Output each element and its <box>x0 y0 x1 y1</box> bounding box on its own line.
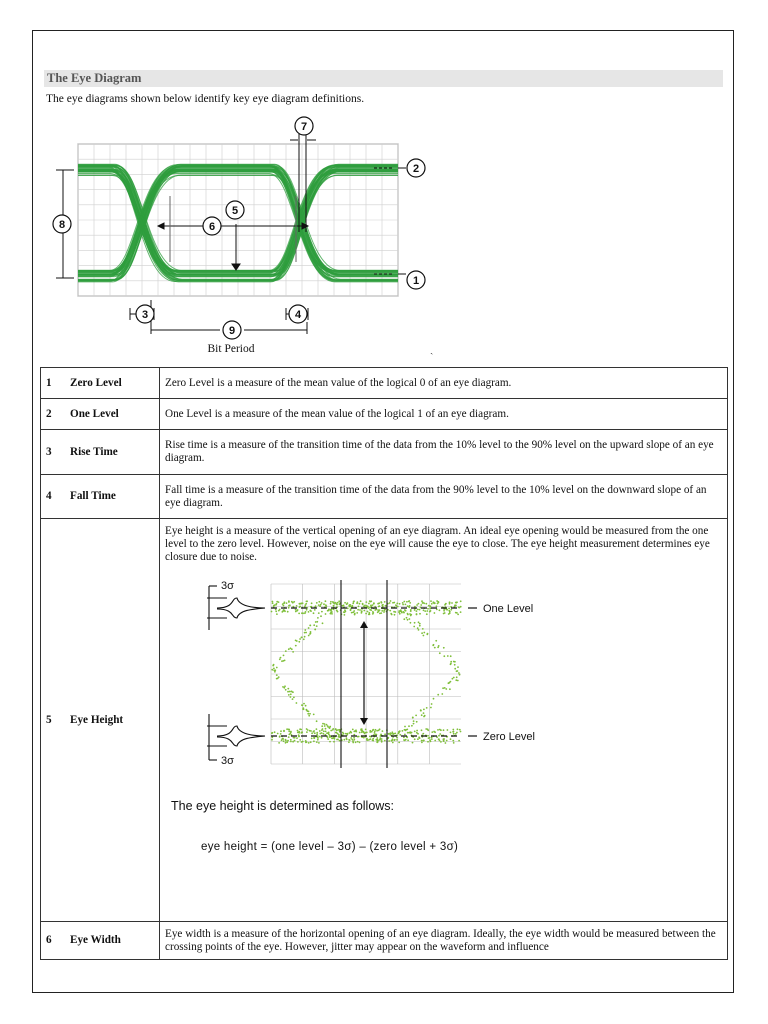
zero-level-label: Zero Level <box>483 731 535 743</box>
marker-5-label: 5 <box>231 205 239 217</box>
bit-period-label: Bit Period <box>207 343 255 355</box>
definitions-table <box>40 367 728 960</box>
sigma-top-label: 3σ <box>221 580 234 592</box>
row-number: 5 <box>41 519 66 922</box>
formula-title: The eye height is determined as follows: <box>171 799 395 813</box>
marker-1-label: 1 <box>412 275 420 287</box>
row-description: One Level is a measure of the mean value of the logical 1 of an eye diagram. <box>160 399 728 430</box>
row-term: Zero Level <box>65 368 160 399</box>
eye-height-formula: eye height = (one level – 3σ) – (zero level + 3σ) <box>201 841 459 853</box>
row-term: Eye Height <box>65 519 160 922</box>
table-row <box>41 475 728 519</box>
row-number: 3 <box>41 430 66 475</box>
row-term: Rise Time <box>65 430 160 475</box>
section-heading: The Eye Diagram <box>44 70 723 87</box>
row-number: 4 <box>41 475 66 519</box>
sigma-bottom-label: 3σ <box>221 755 234 767</box>
eye-height-figure <box>165 574 565 784</box>
row-term: Fall Time <box>65 475 160 519</box>
row-term: Eye Width <box>65 922 160 960</box>
table-row <box>41 922 728 960</box>
row-description: Fall time is a measure of the transition time of the data from the 90% level to the 10% level on the downward slope of an eye diagram. <box>160 475 728 519</box>
intro-text: The eye diagrams shown below identify key eye diagram definitions. <box>46 93 365 105</box>
row-description: Rise time is a measure of the transition time of the data from the 10% level to the 90% level on the upward slope of an eye diagram. <box>160 430 728 475</box>
marker-3-label: 3 <box>141 309 149 321</box>
marker-4-label: 4 <box>294 309 302 321</box>
table-row <box>41 430 728 475</box>
row-number: 6 <box>41 922 66 960</box>
table-row <box>41 368 728 399</box>
row-number: 2 <box>41 399 66 430</box>
eye-diagram-definitions-figure <box>44 112 444 357</box>
row-description-cell <box>160 519 728 922</box>
row-description: Zero Level is a measure of the mean value of the logical 0 of an eye diagram. <box>160 368 728 399</box>
marker-7-label: 7 <box>300 121 308 133</box>
marker-8-label: 8 <box>58 219 66 231</box>
stray-mark: ˎ <box>430 344 434 355</box>
one-level-label: One Level <box>483 603 534 615</box>
row-term: One Level <box>65 399 160 430</box>
marker-9-label: 9 <box>228 325 236 337</box>
marker-2-label: 2 <box>412 163 420 175</box>
marker-6-label: 6 <box>208 221 216 233</box>
row-description: Eye height is a measure of the vertical opening of an eye diagram. An ideal eye opening would be measured from the one level to the zero level. However, noise on the eye will cause the eye to close. The eye height measurement determines eye closure due to noise. <box>165 525 710 563</box>
row-number: 1 <box>41 368 66 399</box>
row-description: Eye width is a measure of the horizontal opening of an eye diagram. Ideally, the eye width would be measured between the crossing points of the eye. However, jitter may appear on the waveform and influence <box>160 922 728 960</box>
table-row <box>41 399 728 430</box>
table-row <box>41 519 728 922</box>
